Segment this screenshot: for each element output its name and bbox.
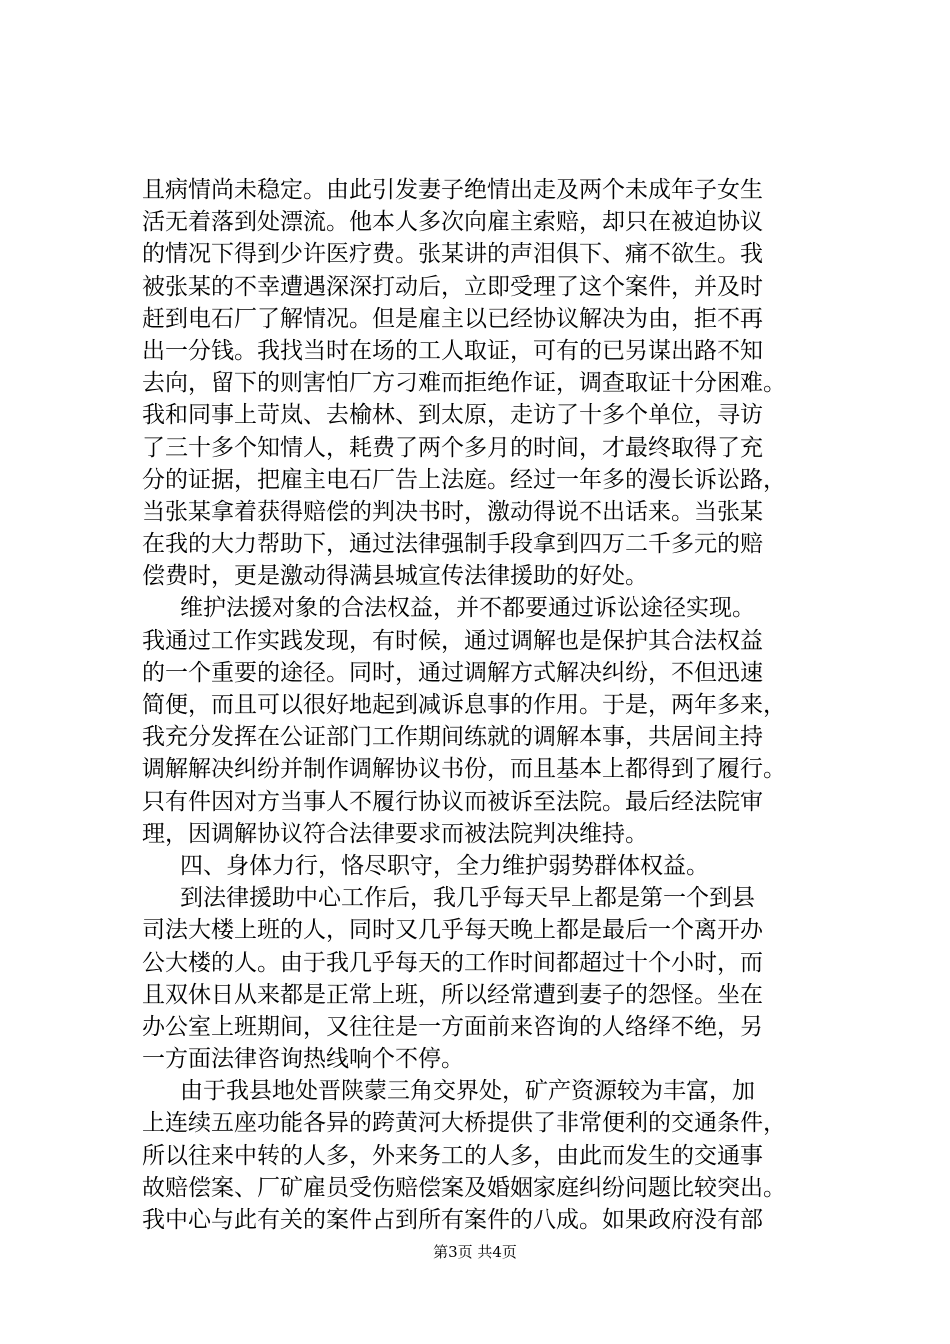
text-line: 偿费时，更是激动得满县城宣传法律援助的好处。 — [142, 563, 648, 590]
text-line: 被张某的不幸遭遇深深打动后，立即受理了这个案件，并及时 — [142, 273, 763, 300]
text-line: 赶到电石厂了解情况。但是雇主以已经协议解决为由，拒不再 — [142, 305, 763, 332]
text-line: 到法律援助中心工作后，我几乎每天早上都是第一个到县 — [180, 885, 755, 912]
text-line: 我和同事上苛岚、去榆林、到太原，走访了十多个单位，寻访 — [142, 402, 763, 429]
text-line: 分的证据，把雇主电石厂告上法庭。经过一年多的漫长诉讼路， — [142, 466, 786, 493]
text-line: 且双休日从来都是正常上班，所以经常遭到妻子的怨怪。坐在 — [142, 981, 763, 1008]
text-line: 了三十多个知情人，耗费了两个多月的时间，才最终取得了充 — [142, 434, 763, 461]
text-line: 办公室上班期间，又往往是一方面前来咨询的人络绎不绝，另 — [142, 1013, 763, 1040]
document-body — [142, 174, 882, 1236]
text-line: 的一个重要的途径。同时，通过调解方式解决纠纷，不但迅速 — [142, 659, 763, 686]
text-line: 四、身体力行，恪尽职守，全力维护弱势群体权益。 — [180, 852, 709, 879]
text-line: 所以往来中转的人多，外来务工的人多，由此而发生的交通事 — [142, 1142, 763, 1169]
text-line: 一方面法律咨询热线响个不停。 — [142, 1046, 464, 1073]
text-line: 出一分钱。我找当时在场的工人取证，可有的已另谋出路不知 — [142, 337, 763, 364]
text-line: 调解解决纠纷并制作调解协议书份，而且基本上都得到了履行。 — [142, 756, 786, 783]
page-footer: 第3页 共4页 — [433, 1243, 517, 1261]
text-line: 活无着落到处漂流。他本人多次向雇主索赔，却只在被迫协议 — [142, 209, 763, 236]
text-line: 当张某拿着获得赔偿的判决书时，激动得说不出话来。当张某 — [142, 498, 763, 525]
text-line: 我充分发挥在公证部门工作期间练就的调解本事，共居间主持 — [142, 724, 763, 751]
text-line: 在我的大力帮助下，通过法律强制手段拿到四万二千多元的赔 — [142, 531, 763, 558]
text-line: 只有件因对方当事人不履行协议而被诉至法院。最后经法院审 — [142, 788, 763, 815]
text-line: 维护法援对象的合法权益，并不都要通过诉讼途径实现。 — [180, 595, 755, 622]
text-line: 公大楼的人。由于我几乎每天的工作时间都超过十个小时，而 — [142, 949, 763, 976]
text-line: 且病情尚未稳定。由此引发妻子绝情出走及两个未成年子女生 — [142, 177, 763, 203]
text-line: 司法大楼上班的人，同时又几乎每天晚上都是最后一个离开办 — [142, 917, 763, 944]
text-line: 故赔偿案、厂矿雇员受伤赔偿案及婚姻家庭纠纷问题比较突出。 — [142, 1174, 786, 1201]
text-line: 理，因调解协议符合法律要求而被法院判决维持。 — [142, 820, 648, 847]
text-line: 简便，而且可以很好地起到减诉息事的作用。于是，两年多来， — [142, 692, 786, 718]
text-line: 上连续五座功能各异的跨黄河大桥提供了非常便利的交通条件， — [142, 1110, 786, 1137]
text-line: 我中心与此有关的案件占到所有案件的八成。如果政府没有部 — [142, 1207, 763, 1233]
text-line: 的情况下得到少许医疗费。张某讲的声泪俱下、痛不欲生。我 — [142, 241, 763, 268]
text-line: 我通过工作实践发现，有时候，通过调解也是保护其合法权益 — [142, 627, 763, 654]
text-line: 由于我县地处晋陕蒙三角交界处，矿产资源较为丰富，加 — [180, 1078, 755, 1105]
text-line: 去向，留下的则害怕厂方刁难而拒绝作证，调查取证十分困难。 — [142, 370, 786, 397]
